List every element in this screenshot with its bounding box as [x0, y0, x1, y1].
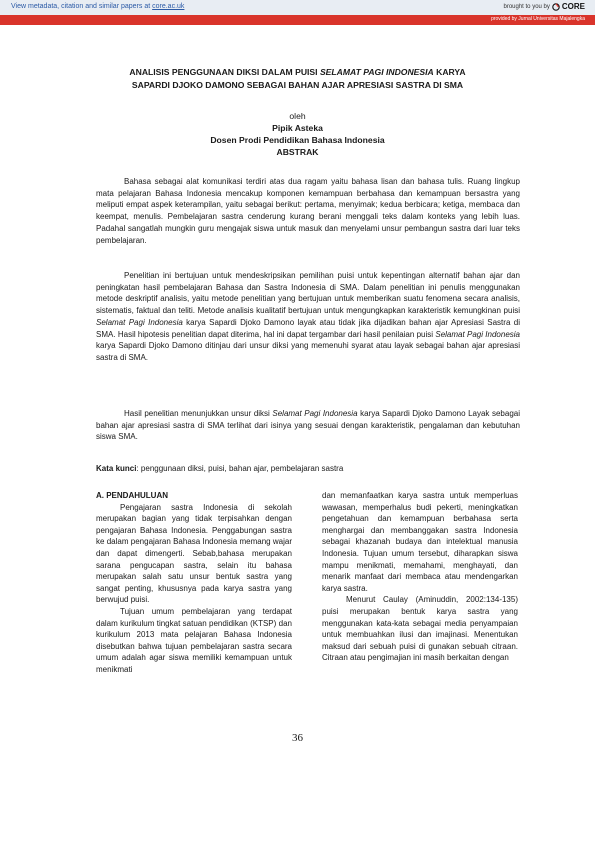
title-line-2: SAPARDI DJOKO DAMONO SEBAGAI BAHAN AJAR APRESIASI SASTRA DI SMA	[131, 80, 464, 90]
provider-strip	[0, 15, 595, 25]
body-paragraph: Tujuan umum pembelajaran yang terdapat dalam kurikulum tingkat satuan pendidikan (KTSP) dan kurikulum 2013 mata pelajaran Bahasa Indonesia disebutkan bahwa tujuan pembelajaran sastra secara umum adalah agar siswa memiliki kemampuan untuk menikmati	[96, 606, 292, 674]
byline-oleh: oleh	[289, 111, 306, 121]
core-banner	[0, 0, 595, 15]
title-part: KARYA	[433, 67, 466, 77]
core-logo-icon	[552, 3, 560, 11]
page-number: 36	[292, 732, 303, 744]
abstract-paragraph-2	[96, 270, 520, 364]
keywords-label: Kata kunci	[96, 464, 137, 473]
metadata-link-line	[11, 3, 184, 10]
body-paragraph: Pengajaran sastra Indonesia di sekolah merupakan bagian yang tidak terpisahkan dengan pengajaran Bahasa Indonesia. Penggabungan sastra ke dalam pengajaran Bahasa Indonesia memang wajar dan dapat dimengerti. Sebab,bahasa merupakan sarana pengucapan sastra, selain itu bahasa merupakan salah satu unsur bentuk sastra yang sangat penting, khususnya pada karya sastra yang berwujud puisi.	[96, 502, 292, 605]
provider-text[interactable]: provided by Jurnal Universitas Majalengka	[491, 16, 585, 22]
abstract-heading: ABSTRAK	[276, 147, 319, 157]
keywords-text: : penggunaan diksi, puisi, bahan ajar, pembelajaran sastra	[136, 464, 344, 473]
abstract-text: Penelitian ini bertujuan untuk mendeskripsikan pemilihan puisi untuk kepentingan alternatif bahan ajar dan peningkatan hasil pembelajaran Bahasa dan Sastra Indonesia di SMA. Dalam penelitian ini penulis menggunakan metode deskriptif analisis, yaitu metode penelitian yang bertujuan untuk memberikan suatu fenomena secara analisis, sistematis, faktual dan teliti. Metode analisis kualitatif bertujuan untuk mengungkapkan karakteristik kemungkinan puisi	[96, 271, 520, 316]
keywords	[96, 464, 343, 473]
abstract-italic: Selamat Pagi Indonesia	[272, 409, 358, 418]
abstract-italic: Selamat Pagi Indonesia	[435, 329, 520, 339]
body-column-left	[96, 490, 292, 676]
author-name: Pipik Asteka	[272, 123, 323, 133]
abstract-text: karya Sapardi Djoko Damono Layak sebagai bahan ajar apresiasi sastra di SMA terlihat dari isinya yang sesuai dengan karakteristik, pengalaman dan kebutuhan siswa SMA.	[96, 409, 521, 442]
title-part: ANALISIS PENGGUNAAN DIKSI DALAM PUISI	[129, 67, 320, 77]
abstract-paragraph-3	[96, 408, 520, 443]
paper-title	[80, 66, 515, 92]
abstract-text: karya Sapardi Djoko Damono ditinjau dari unsur diksi yang memenuhi syarat atau layak sebagai bahan ajar apresiasi sastra di SMA.	[96, 341, 520, 362]
abstract-text: Hasil penelitian menunjukkan unsur diksi	[124, 409, 273, 418]
abstract-paragraph-1: Bahasa sebagai alat komunikasi terdiri atas dua ragam yaitu bahasa lisan dan bahasa tulis. Ruang lingkup mata pelajaran Bahasa Indonesia mencakup komponen kemampuan berbahasa dan kemampuan bersastra yang meliputi empat aspek keterampilan, yaitu sebagai berikut: pertama, menyimak; kedua berbicara; ketiga, membaca dan keempat, menulis. Pembelajaran sastra cenderung kurang berani menggali teks dalam konteks yang lebih luas. Padahal sangatlah mungkin guru mengajak siswa untuk masuk dan menyelami unsur pembangun sastra dari luar teks pembelajaran.	[96, 177, 520, 245]
body-paragraph: dan memanfaatkan karya sastra untuk memperluas wawasan, memperhalus budi pekerti, meningkatkan pengetahuan dan kemampuan berbahasa serta menghargai dan membanggakan sastra Indonesia sebagai khazanah budaya dan intelektual manusia Indonesia. Tujuan umum tersebut, diharapkan siswa mampu menikmati, memahami, menghayati, dan menarik manfaat dari membaca atau mendengarkan karya sastra.	[322, 491, 518, 593]
brought-by	[504, 2, 586, 11]
metadata-prefix: View metadata, citation and similar papers at	[11, 3, 153, 10]
section-heading: A. PENDAHULUAN	[96, 491, 168, 500]
author-affiliation: Dosen Prodi Pendidikan Bahasa Indonesia	[210, 135, 385, 145]
body-column-right	[322, 490, 518, 664]
core-link[interactable]: core.ac.uk	[152, 3, 185, 10]
core-logo-text[interactable]: CORE	[561, 2, 585, 11]
title-italic: SELAMAT PAGI INDONESIA	[319, 67, 434, 77]
abstract-text: karya Sapardi Djoko Damono layak atau tidak jika dijadikan bahan ajar Apresiasi Sastra di SMA. Hasil hipotesis penelitian dapat diterima, hal ini dapat tergambar dari hasil penilaian puisi	[96, 317, 520, 339]
body-paragraph: Menurut Caulay (Aminuddin, 2002:134-135) puisi merupakan bentuk karya sastra yang menggunakan kata-kata sebagai media penyampaian untuk membuahkan ilusi dan imajinasi. Menentukan maksud dari sebuah puisi di gunakan sebuah citraan. Citraan atau pengimajian ini masih berkaitan dengan	[322, 595, 518, 663]
abstract-italic: Selamat Pagi Indonesia	[96, 317, 183, 327]
brought-by-text: brought to you by	[503, 3, 550, 10]
